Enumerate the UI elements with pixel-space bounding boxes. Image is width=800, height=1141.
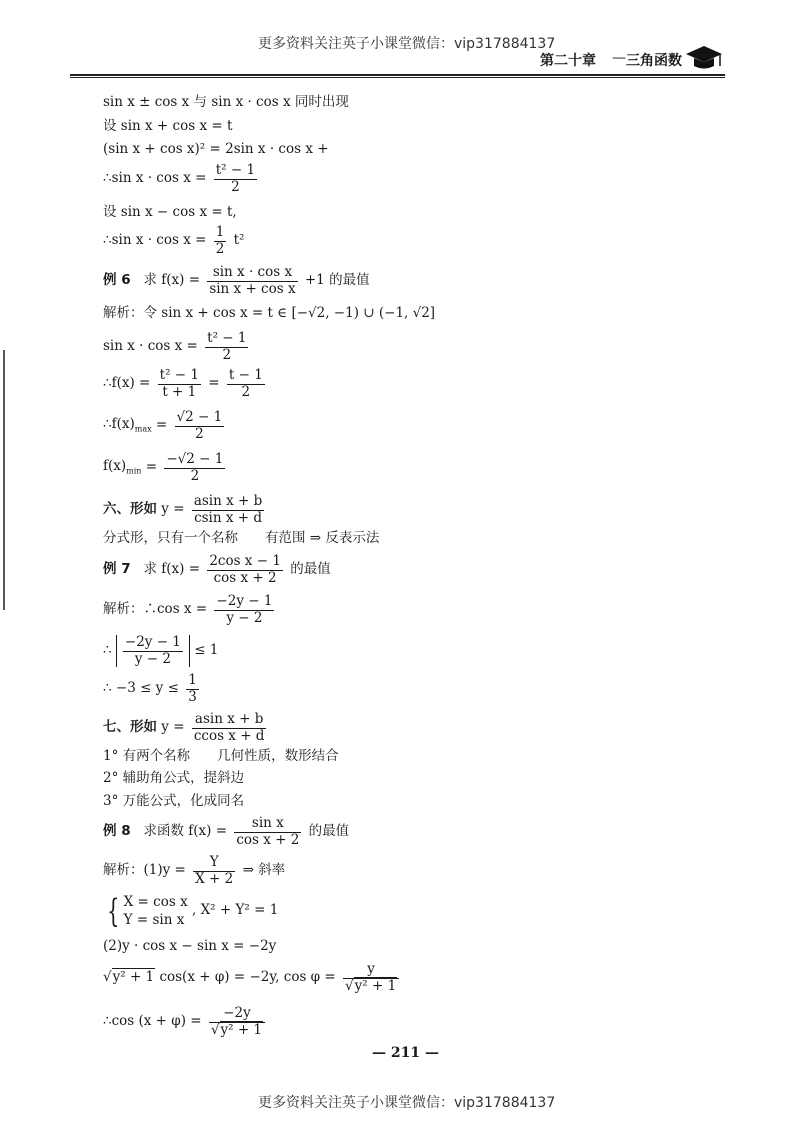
- point-3: 3° 万能公式，化成同名: [103, 793, 245, 809]
- page-number: — 211 —: [372, 1045, 439, 1061]
- section-6-note: 分式形，只有一个名称 有范围 ⇒ 反表示法: [103, 530, 380, 546]
- line-3: (sin x + cos x)² = 2sin x · cos x +: [103, 141, 329, 157]
- chapter-title: 三角函数: [626, 53, 682, 69]
- example-7: 例 7 求 f(x) = $\frac{\text{2cos x − 1}}{\text{cos x + 2}}$ 的最值: [103, 553, 331, 586]
- point-1: 1° 有两个名称 几何性质，数形结合: [103, 748, 339, 764]
- line-8: sin x · cos x = $\frac{\text{t² − 1}}{2}$: [103, 330, 247, 363]
- chapter-label: 第二十章: [540, 53, 596, 69]
- point-2: 2° 辅助角公式，提斜边: [103, 770, 245, 786]
- line-24: ∴cos (x + φ) = $\frac{-2y}{\text{√y² + 1}}$: [103, 1006, 268, 1038]
- line-4: ∴sin x · cos x = $\frac{\text{t² − 1}}{2}$: [103, 162, 256, 195]
- header-rule: [70, 74, 725, 76]
- system-of-equations: { X = cos x Y = sin x , X² + Y² = 1: [107, 892, 279, 931]
- header-separator: —: [612, 50, 626, 66]
- line-11: $f(x)_{min}$ = $\frac{-√2 - 1}{2}$: [103, 451, 224, 484]
- example-8: 例 8 求函数 f(x) = $\frac{\text{sin x}}{\text{cos x + 2}}$ 的最值: [103, 815, 350, 848]
- line-2: 设 sin x + cos x = t: [103, 118, 233, 134]
- line-5: 设 sin x − cos x = t,: [103, 204, 237, 220]
- line-22: (2)y · cos x − sin x = −2y: [103, 938, 277, 954]
- line-15: ∴ $\frac{-2y - 1}{y - 2}$ ≤ 1: [103, 634, 219, 667]
- header-rule-thin: [70, 77, 725, 78]
- graduation-cap-icon: [684, 44, 724, 70]
- line-1: sin x ± cos x 与 sin x · cos x 同时出现: [103, 94, 349, 110]
- example-6: 例 6 求 f(x) = $\frac{\text{sin x · cos x}}{\text{sin x + cos x}}$ +1 的最值: [103, 264, 370, 297]
- line-9: ∴f(x) = $\frac{\text{t² − 1}}{t + 1}$ = $\frac{t - 1}{2}$: [103, 367, 263, 400]
- watermark-top: 更多资料关注英子小课堂微信：vip317884137: [258, 36, 556, 52]
- solution-6: 解析：令 sin x + cos x = t ∈ [−√2, −1) ∪ (−1, √2]: [103, 305, 436, 321]
- scan-edge-line: [3, 350, 5, 610]
- line-6: ∴sin x · cos x = $\frac{1}{2}$ t²: [103, 224, 245, 257]
- solution-8: 解析：(1)y = $\frac{Y}{X + 2}$ ⇒ 斜率: [103, 854, 286, 887]
- watermark-bottom: 更多资料关注英子小课堂微信：vip317884137: [258, 1095, 556, 1111]
- line-23: √y² + 1 cos(x + φ) = −2y, cos φ = $\frac{y}{\text{√y² + 1}}$: [103, 962, 402, 994]
- line-16: ∴ −3 ≤ y ≤ $\frac{1}{3}$: [103, 672, 197, 705]
- solution-7: 解析：∴cos x = $\frac{-2y - 1}{y - 2}$: [103, 593, 273, 626]
- section-6-heading: 六、形如 y = $\frac{\text{asin x + b}}{\text{csin x + d}}$: [103, 493, 263, 526]
- line-10: $\therefore f(x)_{max}$ = $\frac{√2 - 1}{2}$: [103, 409, 223, 442]
- section-7-heading: 七、形如 y = $\frac{\text{asin x + b}}{\text{ccos x + d}}$: [103, 711, 265, 744]
